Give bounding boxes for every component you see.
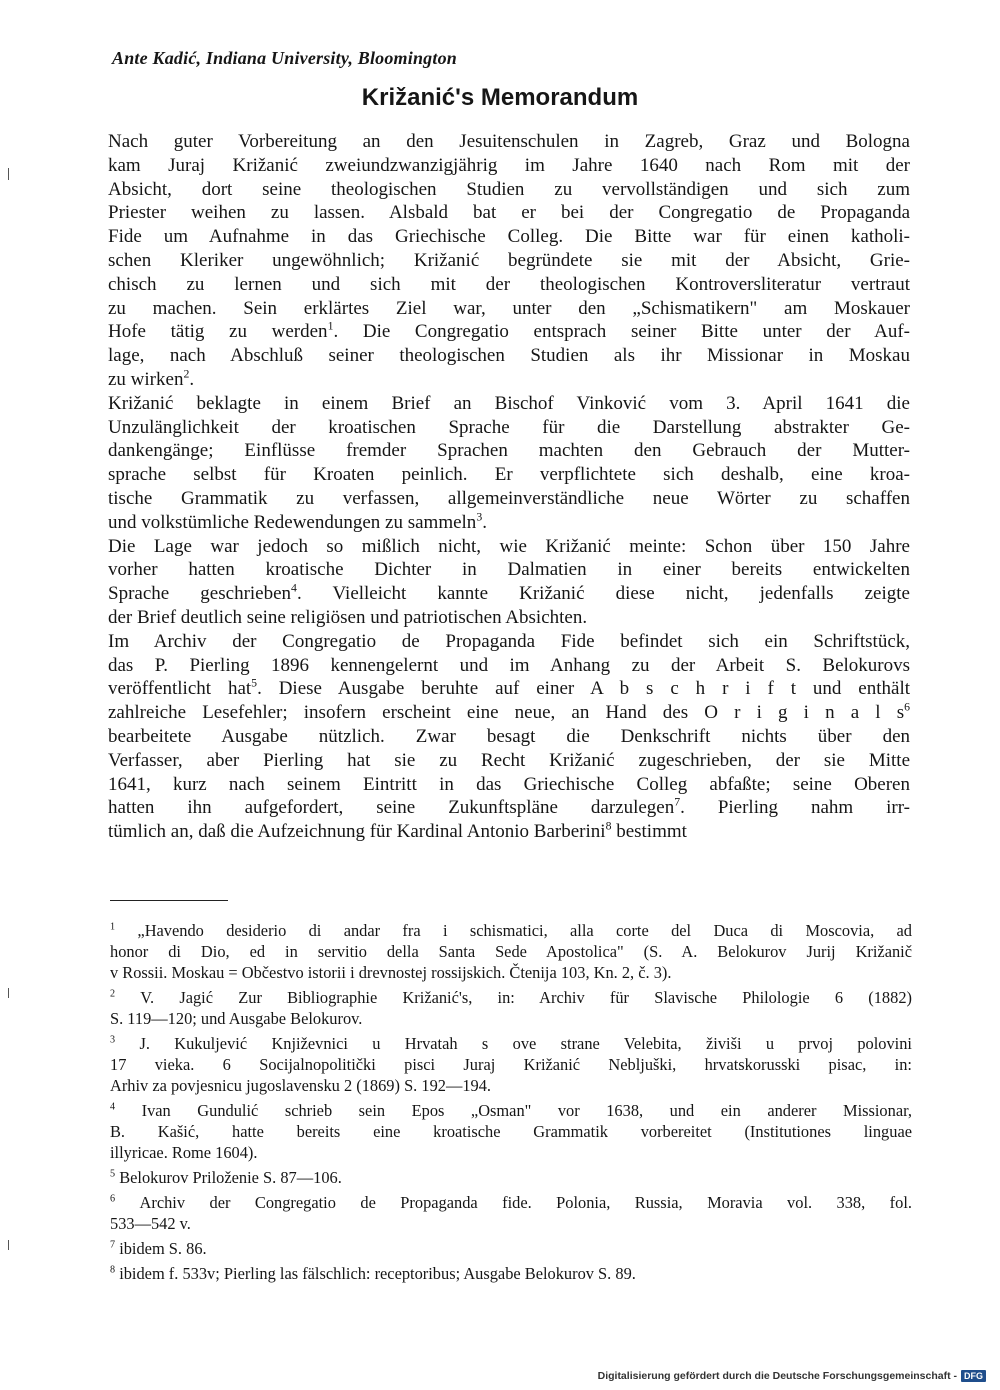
footnote-line bbox=[110, 962, 912, 983]
scan-margin-mark bbox=[8, 988, 9, 998]
body-line-text: veröffentlicht hat bbox=[108, 678, 252, 700]
footnote bbox=[110, 1033, 912, 1096]
body-line bbox=[108, 368, 910, 392]
footnote-line bbox=[110, 1075, 912, 1096]
footnote bbox=[110, 1100, 912, 1163]
footnote bbox=[110, 920, 912, 983]
footnote-line bbox=[110, 1121, 912, 1142]
body-line-text: der Brief deutlich seine religiösen und patriotischen Absichten. bbox=[108, 606, 588, 628]
body-line bbox=[108, 249, 910, 273]
body-line bbox=[108, 225, 910, 249]
body-line bbox=[108, 392, 910, 416]
scan-margin-mark bbox=[8, 1240, 9, 1250]
footnote-text: v Rossii. Moskau = Občestvo istorii i drevnostej rossijskich. Čtenija 103, Kn. 2, č. 3). bbox=[110, 963, 672, 982]
body-line-text: Fide um Aufnahme in das Griechische Colleg. Die Bitte war für einen katholi- bbox=[108, 226, 910, 248]
body-line-text: dankengänge; Einflüsse fremder Sprachen machten den Gebrauch der Mutter- bbox=[108, 440, 910, 462]
body-line bbox=[108, 416, 910, 440]
footnote-separator bbox=[110, 900, 228, 901]
body-line-text: . bbox=[482, 511, 487, 533]
footnote-text: ibidem S. 86. bbox=[119, 1239, 207, 1258]
body-line-text: vorher hatten kroatische Dichter in Dalmatien in einer bereits entwickelten bbox=[108, 559, 910, 581]
body-line-text: Unzulänglichkeit der kroatischen Sprache für die Darstellung abstrakter Ge- bbox=[108, 416, 910, 438]
body-line-text: das P. Pierling 1896 kennengelernt und im Anhang zu der Arbeit S. Belokurovs bbox=[108, 654, 910, 676]
footnote-reference: 5 bbox=[251, 677, 258, 690]
footnote-line bbox=[110, 920, 912, 941]
body-line-text: bestimmt bbox=[611, 821, 687, 843]
footnote-number: 5 bbox=[110, 1168, 116, 1180]
footnote-number: 4 bbox=[110, 1101, 116, 1113]
footnote-text: 533—542 v. bbox=[110, 1214, 191, 1233]
footnote-line bbox=[110, 1054, 912, 1075]
body-line bbox=[108, 535, 910, 559]
body-line-text: hatten ihn aufgefordert, seine Zukunftspläne darzulegen bbox=[108, 797, 675, 819]
body-line-text: Križanić beklagte in einem Brief an Bischof Vinković vom 3. April 1641 die bbox=[108, 392, 910, 414]
footnote-text: Belokurov Priloženie S. 87—106. bbox=[119, 1168, 342, 1187]
footnote-number: 7 bbox=[110, 1239, 116, 1251]
body-line-text: Die Lage war jedoch so mißlich nicht, wie Križanić meinte: Schon über 150 Jahre bbox=[108, 535, 910, 557]
body-line bbox=[108, 773, 910, 797]
footnote-number: 2 bbox=[110, 988, 116, 1000]
footnote-text: Archiv der Congregatio de Propaganda fide. Polonia, Russia, Moravia vol. 338, fol. bbox=[139, 1193, 912, 1212]
body-line-text: lage, nach Abschluß seiner theologischen Studien als ihr Missionar in Moskau bbox=[108, 345, 910, 367]
footnote-line bbox=[110, 1238, 912, 1259]
body-line bbox=[108, 178, 910, 202]
body-line-text: zu machen. Sein erklärtes Ziel war, unter den „Schismatikern" am Moskauer bbox=[108, 297, 910, 319]
article-title: Križanić's Memorandum bbox=[361, 84, 639, 111]
footnote-number: 8 bbox=[110, 1264, 116, 1276]
footnote-line bbox=[110, 987, 912, 1008]
body-line bbox=[108, 820, 910, 844]
footnote-line bbox=[110, 1213, 912, 1234]
footnote-line bbox=[110, 1263, 912, 1284]
body-line bbox=[108, 558, 910, 582]
body-line-text: Nach guter Vorbereitung an den Jesuitenschulen in Zagreb, Graz und Bologna bbox=[108, 131, 910, 152]
body-line bbox=[108, 511, 910, 535]
footnote-line bbox=[110, 1008, 912, 1029]
footnote bbox=[110, 987, 912, 1029]
footnotes bbox=[110, 920, 912, 1288]
footnote-line bbox=[110, 1192, 912, 1213]
body-line-text: . Pierling nahm irr- bbox=[680, 797, 910, 819]
body-line bbox=[108, 297, 910, 321]
body-line-text: Hofe tätig zu werden bbox=[108, 321, 328, 343]
body-line bbox=[108, 630, 910, 654]
footnote bbox=[110, 1167, 912, 1188]
footnote-line bbox=[110, 1100, 912, 1121]
body-line-text: 1641, kurz nach seinem Eintritt in das Griechische Colleg abfaßte; seine Oberen bbox=[108, 773, 910, 795]
body-line-text: chisch zu lernen und sich mit der theologischen Kontroversliteratur vertraut bbox=[108, 273, 910, 295]
body-line bbox=[108, 677, 910, 701]
body-line bbox=[108, 273, 910, 297]
body-line-text: zu wirken bbox=[108, 368, 184, 390]
body-line-text: Sprache geschrieben bbox=[108, 583, 292, 605]
body-line-text: . bbox=[189, 368, 195, 390]
digitization-credit bbox=[598, 1370, 986, 1382]
body-line-text: tümlich an, daß die Aufzeichnung für Kardinal Antonio Barberini bbox=[108, 821, 606, 843]
footnote-reference: 2 bbox=[183, 367, 190, 381]
body-line-text: kam Juraj Križanić zweiundzwanzigjährig im Jahre 1640 nach Rom mit der bbox=[108, 154, 910, 176]
footnote-text: V. Jagić Zur Bibliographie Križanić's, in: Archiv für Slavische Philologie 6 (1882) bbox=[140, 988, 912, 1007]
dfg-logo: DFG bbox=[961, 1370, 986, 1382]
footnote-reference: 7 bbox=[674, 795, 681, 809]
body-line-text: . Diese Ausgabe beruhte auf einer A b s c h r i f t und enthält bbox=[257, 678, 911, 700]
footnote-number: 1 bbox=[110, 921, 116, 933]
body-text bbox=[108, 130, 910, 844]
footnote-reference: 1 bbox=[327, 320, 334, 334]
footnote-reference: 6 bbox=[904, 700, 910, 714]
body-line-text: schen Kleriker ungewöhnlich; Križanić begründete sie mit der Absicht, Grie- bbox=[108, 249, 910, 271]
footnote-line bbox=[110, 1033, 912, 1054]
body-line bbox=[108, 582, 910, 606]
scan-margin-mark bbox=[8, 168, 9, 180]
footnote-text: B. Kašić, hatte bereits eine kroatische Grammatik vorbereitet (Institutiones linguae bbox=[110, 1122, 912, 1141]
body-line-text: Absicht, dort seine theologischen Studien zu vervollständigen und sich zum bbox=[108, 178, 910, 200]
body-line bbox=[108, 487, 910, 511]
footnote bbox=[110, 1263, 912, 1284]
footnote-text: honor di Dio, ed in servitio della Santa Sede Apostolica" (S. A. Belokurov Jurij Križanič bbox=[110, 942, 912, 961]
body-line bbox=[108, 130, 910, 154]
body-line bbox=[108, 463, 910, 487]
body-line-text: . Vielleicht kannte Križanić diese nicht, jedenfalls zeigte bbox=[296, 583, 910, 605]
body-line-text: . Die Congregatio entsprach seiner Bitte unter der Auf- bbox=[333, 321, 910, 343]
body-line-text: tische Grammatik zu verfassen, allgemeinverständliche neue Wörter zu schaffen bbox=[108, 487, 910, 509]
footnote-line bbox=[110, 941, 912, 962]
footnote-text: ibidem f. 533v; Pierling las fälschlich: receptoribus; Ausgabe Belokurov S. 89. bbox=[119, 1264, 636, 1283]
body-line-text: Priester weihen zu lassen. Alsbald bat er bei der Congregatio de Propaganda bbox=[108, 202, 910, 224]
footnote bbox=[110, 1192, 912, 1234]
footnote-text: „Havendo desiderio di andar fra i schismatici, alla corte del Duca di Moscovia, ad bbox=[137, 921, 912, 940]
footnote bbox=[110, 1238, 912, 1259]
body-line bbox=[108, 439, 910, 463]
body-line bbox=[108, 320, 910, 344]
body-line-text: bearbeitete Ausgabe nützlich. Zwar besagt die Denkschrift nichts über den bbox=[108, 725, 910, 747]
body-line bbox=[108, 606, 910, 630]
body-line-text: sprache selbst für Kroaten peinlich. Er verpflichtete sich deshalb, eine kroa- bbox=[108, 464, 910, 486]
body-line-text: Im Archiv der Congregatio de Propaganda Fide befindet sich ein Schriftstück, bbox=[108, 630, 910, 652]
footnote-reference: 4 bbox=[291, 581, 297, 595]
body-line bbox=[108, 201, 910, 225]
body-line bbox=[108, 154, 910, 178]
footnote-text: Ivan Gundulić schrieb sein Epos „Osman" vor 1638, und ein anderer Missionar, bbox=[141, 1101, 912, 1120]
body-line bbox=[108, 701, 910, 725]
footnote-text: illyricae. Rome 1604). bbox=[110, 1143, 258, 1162]
body-line-text: und volkstümliche Redewendungen zu sammeln bbox=[108, 511, 477, 533]
footnote-number: 3 bbox=[110, 1034, 116, 1046]
footnote-line bbox=[110, 1142, 912, 1163]
body-line bbox=[108, 749, 910, 773]
author-line: Ante Kadić, Indiana University, Bloomington bbox=[112, 48, 457, 68]
footnote-number: 6 bbox=[110, 1193, 116, 1205]
body-line-text: Verfasser, aber Pierling hat sie zu Recht Križanić zugeschrieben, der sie Mitte bbox=[108, 749, 910, 771]
body-line bbox=[108, 796, 910, 820]
footnote-reference: 8 bbox=[605, 819, 612, 833]
footnote-reference: 3 bbox=[476, 510, 483, 524]
body-line bbox=[108, 344, 910, 368]
footnote-text: 17 vieka. 6 Socijalnopolitički pisci Juraj Križanić Nebljuški, hrvatskorusski pisac, in: bbox=[110, 1055, 912, 1074]
body-line bbox=[108, 725, 910, 749]
footnote-line bbox=[110, 1167, 912, 1188]
footnote-text: J. Kukuljević Književnici u Hrvatah s ove strane Velebita, živiši u prvoj polovini bbox=[139, 1034, 912, 1053]
body-line-text: zahlreiche Lesefehler; insofern erscheint eine neue, an Hand des O r i g i n a l s bbox=[108, 702, 905, 724]
credit-text: Digitalisierung gefördert durch die Deutsche Forschungsgemeinschaft - bbox=[597, 1370, 957, 1382]
footnote-text: S. 119—120; und Ausgabe Belokurov. bbox=[110, 1009, 363, 1028]
footnote-text: Arhiv za povjesnicu jugoslavensku 2 (1869) S. 192—194. bbox=[110, 1076, 492, 1095]
body-line bbox=[108, 654, 910, 678]
